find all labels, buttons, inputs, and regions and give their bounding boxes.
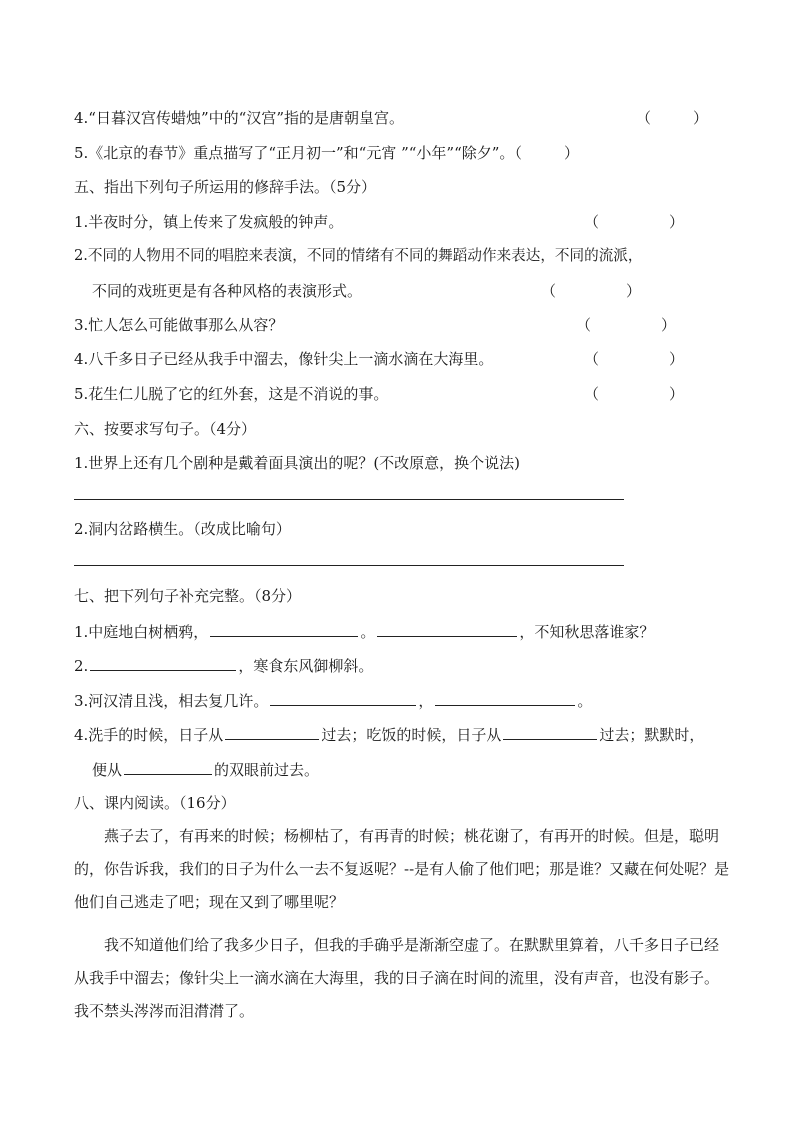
section-5-title: 五、指出下列句子所运用的修辞手法。（5分）: [74, 178, 377, 196]
answer-line-6-1[interactable]: [74, 499, 624, 500]
question-5-2-line1: 2.不同的人物用不同的唱腔来表演，不同的情绪有不同的舞蹈动作来表达，不同的流派，: [74, 247, 643, 264]
question-5-4: 4.八千多日子已经从我手中溜去，像针尖上一滴水滴在大海里。: [74, 350, 494, 368]
blank-7-4-c[interactable]: [124, 759, 212, 775]
section-8-title: 八、课内阅读。（16分）: [74, 794, 236, 812]
blank-7-3-b[interactable]: [435, 690, 575, 706]
answer-paren-5-1[interactable]: （ ）: [584, 213, 685, 231]
question-7-1: 1.中庭地白树栖鸦， 。 ，不知秋思落谁家？: [74, 623, 655, 641]
question-7-4-line1: 4.洗手的时候，日子从 过去；吃饭的时候，日子从 过去；默默时，: [74, 726, 705, 744]
question-4-4: 4.“日暮汉宫传蜡烛”中的“汉宫”指的是唐朝皇宫。: [74, 109, 404, 127]
question-5-3: 3.忙人怎么可能做事那么从容？: [74, 316, 284, 334]
answer-line-6-2[interactable]: [74, 565, 624, 566]
blank-7-1-a[interactable]: [210, 621, 358, 637]
section-7-title: 七、把下列句子补充完整。（8分）: [74, 587, 302, 605]
blank-7-1-b[interactable]: [377, 621, 517, 637]
question-7-3: 3.河汉清且浅，相去复几许。 ， 。: [74, 692, 593, 710]
reading-paragraph-2: 我不知道他们给了我多少日子，但我的手确乎是渐渐空虚了。在默默里算着，八千多日子已经从我手中溜去；像针尖上一滴水滴在大海里，我的日子滴在时间的流里，没有声音，也没有影子。我不禁头涔涔而泪潸潸了。: [74, 936, 720, 1020]
question-7-2: 2. ，寒食东风御柳斜。: [74, 657, 374, 675]
answer-paren-5-3[interactable]: （ ）: [576, 316, 677, 334]
blank-7-4-b[interactable]: [503, 724, 597, 740]
reading-paragraph-1: 燕子去了，有再来的时候；杨柳枯了，有再青的时候；桃花谢了，有再开的时候。但是，聪明的，你告诉我，我们的日子为什么一去不复返呢？--是有人偷了他们吧；那是谁？又藏在何处呢？是他们自己逃走了吧；现在又到了哪里呢？: [74, 827, 730, 911]
answer-paren-4-4[interactable]: （ ）: [636, 109, 709, 127]
blank-7-2[interactable]: [90, 655, 236, 671]
section-6-title: 六、按要求写句子。（4分）: [74, 420, 257, 438]
question-5-5: 5.花生仁儿脱了它的红外套，这是不消说的事。: [74, 385, 389, 403]
question-5-2-line2: 不同的戏班更是有各种风格的表演形式。: [92, 282, 363, 300]
question-6-2: 2.洞内岔路横生。（改成比喻句）: [74, 520, 291, 538]
answer-paren-5-5[interactable]: （ ）: [584, 385, 685, 403]
answer-paren-5-4[interactable]: （ ）: [584, 350, 685, 368]
question-5-1: 1.半夜时分，镇上传来了发疯般的钟声。: [74, 213, 344, 231]
blank-7-4-a[interactable]: [225, 724, 319, 740]
question-4-5: 5.《北京的春节》重点描写了“正月初一”和“元宵 ”“小年”“除夕”。（ ）: [74, 144, 579, 162]
blank-7-3-a[interactable]: [270, 690, 416, 706]
question-7-4-line2: 便从 的双眼前过去。: [92, 761, 320, 779]
question-6-1: 1.世界上还有几个剧种是戴着面具演出的呢？(不改原意，换个说法): [74, 454, 521, 472]
answer-paren-5-2[interactable]: （ ）: [541, 282, 642, 300]
